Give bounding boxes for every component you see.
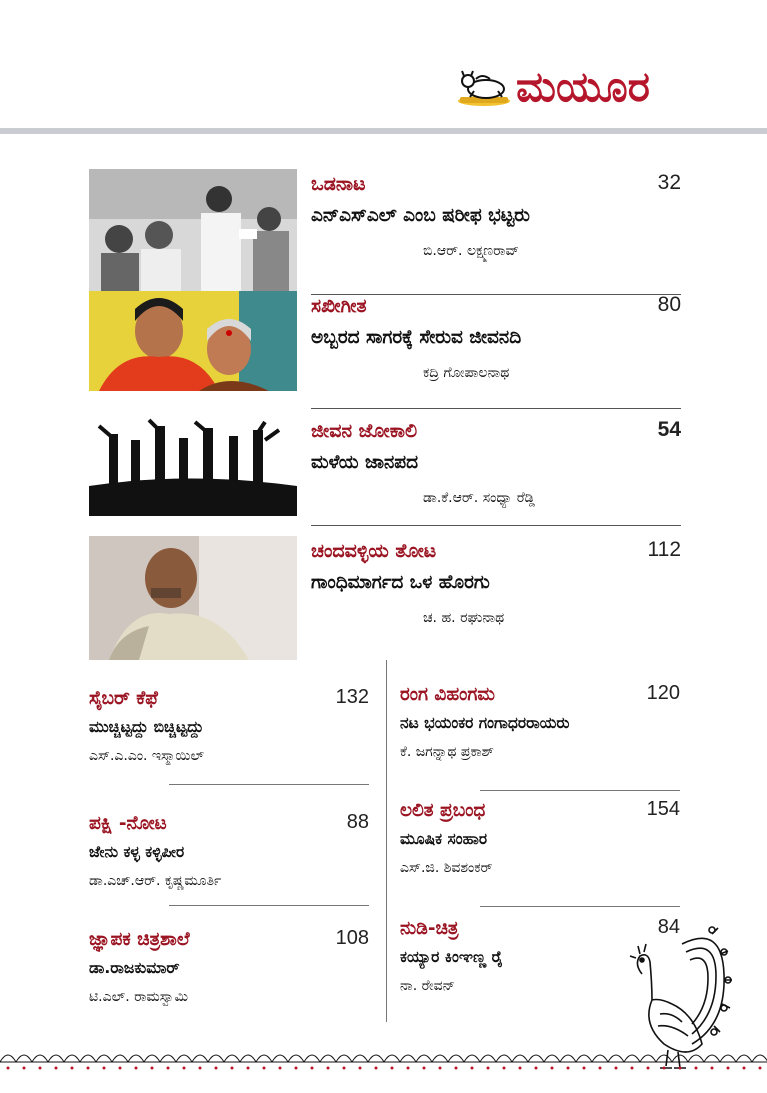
header-rule — [0, 128, 767, 134]
feature-item[interactable] — [89, 291, 681, 417]
article-photo — [89, 291, 297, 417]
item-title: ಮುಚ್ಚಿಟ್ಟದ್ದು ಬಿಚ್ಚಿಟ್ಟದ್ದು — [89, 718, 204, 736]
toc-item[interactable] — [400, 684, 680, 794]
item-title: ನಟ ಭಯಂಕರ ಗಂಗಾಧರರಾಯರು — [400, 714, 570, 732]
page-number: 88 — [346, 811, 369, 833]
magazine-title: ಮಯೂರ — [516, 62, 650, 111]
page-number: 154 — [646, 798, 680, 820]
feature-item[interactable] — [89, 416, 681, 542]
article-photo — [89, 416, 297, 542]
divider — [311, 408, 681, 409]
page-number: 80 — [657, 293, 681, 316]
feature-author: ಚ. ಹ. ರಘುನಾಥ — [423, 610, 505, 626]
feature-author: ಕದ್ರಿ ಗೋಪಾಲನಾಥ — [423, 365, 510, 381]
item-author: ಎಸ್.ಎ.ಎಂ. ಇಸ್ಮಾಯಿಲ್ — [89, 748, 204, 764]
item-title: ಜೇನು ಕಳ್ಳ ಕಳ್ಳಿಪೀರ — [89, 843, 185, 861]
feature-category: ಸಖೀಗೀತ — [311, 295, 367, 317]
toc-item[interactable] — [89, 929, 369, 1039]
item-category: ಜ್ಞಾಪಕ ಚಿತ್ರಶಾಲೆ — [89, 929, 190, 950]
item-author: ಟಿ.ಎಲ್. ರಾಮಸ್ವಾಮಿ — [89, 989, 189, 1005]
masthead-logo — [456, 62, 650, 112]
page-number: 54 — [657, 418, 681, 441]
item-title: ಕಯ್ಯಾರ ಕಿಂಞಣ್ಣ ರೈ — [400, 948, 504, 966]
feature-author: ಡಾ.ಕೆ.ಆರ್. ಸಂಧ್ಯಾ ರೆಡ್ಡಿ — [423, 490, 536, 506]
feature-category: ಚಂದವಳ್ಳಿಯ ತೋಟ — [311, 540, 437, 562]
page-number: 108 — [335, 927, 369, 949]
toc-item[interactable] — [89, 688, 369, 798]
divider — [169, 784, 369, 785]
page-number: 132 — [335, 686, 369, 708]
item-author: ಕೆ. ಜಗನ್ನಾಥ ಪ್ರಕಾಶ್ — [400, 744, 494, 760]
article-photo — [89, 536, 297, 660]
toc-item[interactable] — [89, 813, 369, 923]
article-photo — [89, 169, 297, 295]
page-number: 32 — [657, 171, 681, 194]
feature-item[interactable] — [89, 169, 681, 295]
item-title: ಮೂಷಿಕ ಸಂಹಾರ — [400, 830, 488, 848]
page-number: 84 — [657, 916, 680, 938]
divider — [169, 905, 369, 906]
feature-title: ಗಾಂಧಿಮಾರ್ಗದ ಒಳ ಹೊರಗು — [311, 572, 490, 593]
toc-item[interactable] — [400, 800, 680, 910]
item-category: ಪಕ್ಷಿ -ನೋಟ — [89, 813, 167, 834]
item-author: ಡಾ.ಎಚ್.ಆರ್. ಕೃಷ್ಣಮೂರ್ತಿ — [89, 873, 222, 889]
feature-title: ಅಬ್ಬರದ ಸಾಗರಕ್ಕೆ ಸೇರುವ ಜೀವನದಿ — [311, 327, 522, 348]
item-category: ಸೈಬರ್ ಕೆಫೆ — [89, 688, 158, 709]
item-title: ಡಾ.ರಾಜಕುಮಾರ್ — [89, 959, 180, 977]
feature-title: ಮಳೆಯ ಜಾನಪದ — [311, 452, 419, 473]
item-category: ರಂಗ ವಿಹಂಗಮ — [400, 684, 495, 705]
item-author: ಎಸ್.ಜಿ. ಶಿವಶಂಕರ್ — [400, 860, 493, 876]
divider — [480, 790, 680, 791]
nandi-bull-icon — [456, 67, 512, 107]
item-category: ನುಡಿ-ಚಿತ್ರ — [400, 918, 459, 939]
item-category: ಲಲಿತ ಪ್ರಬಂಧ — [400, 800, 486, 821]
feature-category: ಜೀವನ ಜೋಕಾಲಿ — [311, 420, 418, 442]
feature-title: ಎನ್‌ಎಸ್‌ಎಲ್ ಎಂಬ ಷರೀಫ ಭಟ್ಟರು — [311, 205, 530, 226]
divider — [311, 525, 681, 526]
feature-category: ಒಡನಾಟ — [311, 173, 366, 195]
feature-author: ಬಿ.ಆರ್. ಲಕ್ಷ್ಮಣರಾವ್ — [423, 243, 519, 259]
item-author: ನಾ. ರೇವನ್ — [400, 978, 455, 994]
page-number: 120 — [646, 682, 680, 704]
page-number: 112 — [647, 538, 681, 561]
column-divider — [386, 660, 387, 1022]
decorative-border — [0, 1044, 767, 1074]
feature-item[interactable] — [89, 536, 681, 660]
